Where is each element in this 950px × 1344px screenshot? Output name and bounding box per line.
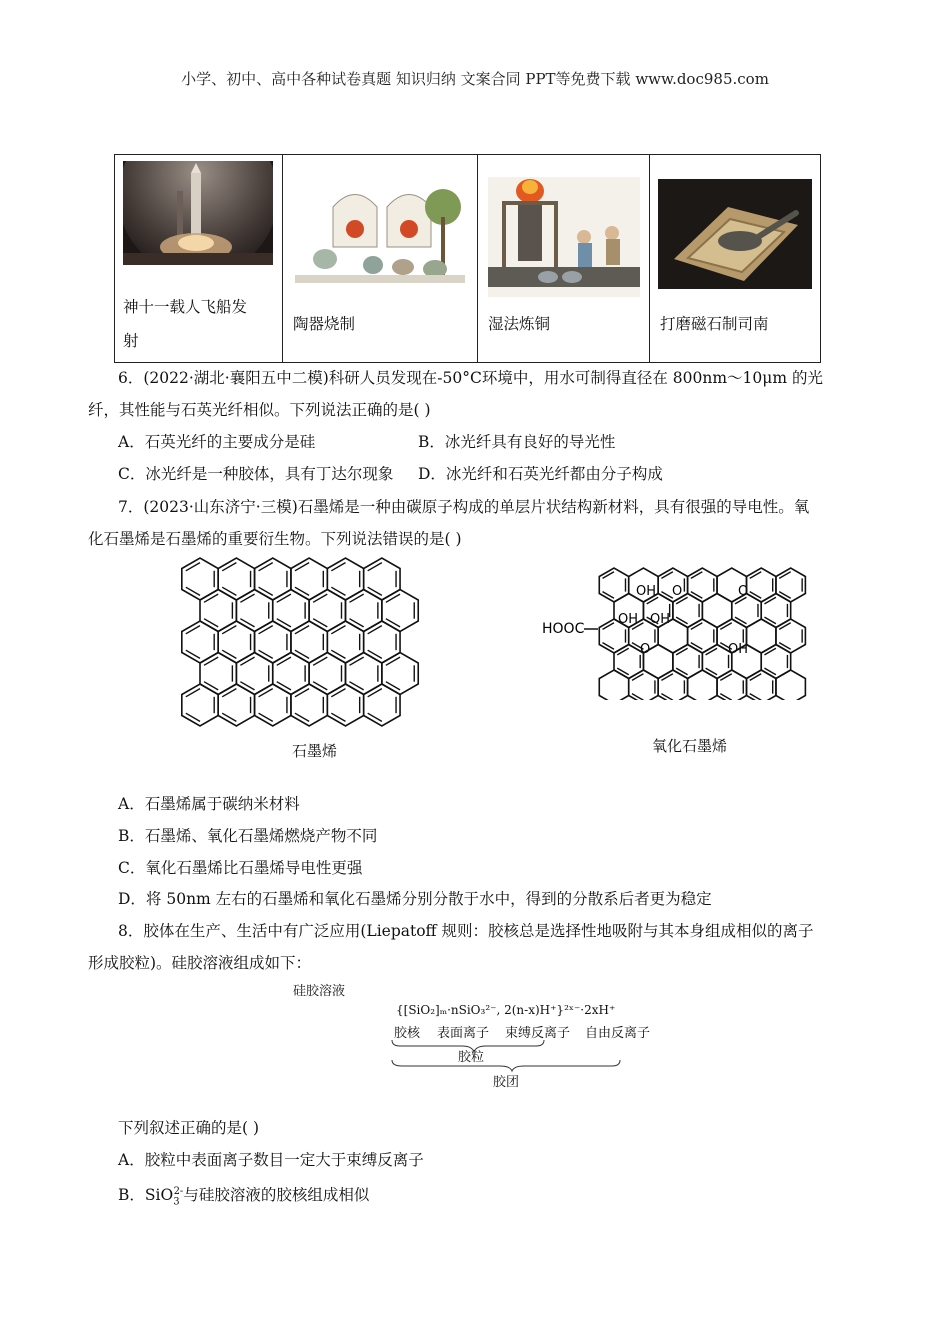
brace-colloid-particle: 胶粒 [458,1050,485,1065]
hexagon-ring [236,590,272,632]
double-bond [386,594,400,602]
hexagon-ring [309,653,345,695]
double-bond [277,619,291,627]
double-bond [295,650,309,658]
double-bond [259,587,273,595]
hexagon-ring [327,621,363,663]
hexagon-ring [327,558,363,600]
hexagon-ring [255,558,291,600]
brace-micelle: 胶团 [493,1075,520,1090]
hexagon-ring [255,621,291,663]
graphene-label: 石墨烯 [292,742,338,760]
colloid-title: 硅胶溶液 [293,984,346,999]
double-bond [259,563,273,571]
double-bond [240,594,254,602]
hexagon-ring [382,590,418,632]
caption-copper: 湿法炼铜 [488,315,551,333]
hexagon-ring [182,684,218,726]
hexagon-ring [255,684,291,726]
double-bond [313,619,327,627]
double-bond [259,626,273,634]
label-surface-ions: 表面离子 [437,1026,490,1041]
double-bond [368,587,382,595]
double-bond [277,657,291,665]
double-bond [313,594,327,602]
hexagon-ring [776,670,805,700]
double-bond [368,713,382,721]
hexagon-ring [364,621,400,663]
table-cell-rocket [115,155,283,363]
hexagon-ring [218,558,254,600]
hexagon-ring [345,653,381,695]
double-bond [186,563,200,571]
group-oh: OH [636,584,657,599]
double-bond [204,594,218,602]
double-bond [386,619,400,627]
double-bond [240,657,254,665]
double-bond [313,682,327,690]
double-bond [186,713,200,721]
double-bond [277,682,291,690]
hexagon-ring [327,684,363,726]
double-bond [277,594,291,602]
group-o: O [738,584,749,599]
double-bond [204,657,218,665]
q8-prompt: 下列叙述正确的是( ) [118,1119,260,1137]
double-bond [368,650,382,658]
q8-stem-line2: 形成胶粒)。硅胶溶液组成如下： [88,954,312,972]
double-bond [331,713,345,721]
double-bond [331,587,345,595]
double-bond [386,682,400,690]
colloid-formula: {[SiO₂]ₘ·nSiO₃²⁻, 2(n-x)H⁺}²ˣ⁻·2xH⁺ [396,1003,616,1017]
rocket-launch-image [123,161,273,265]
image-table [114,154,821,363]
double-bond [240,682,254,690]
double-bond [186,587,200,595]
double-bond [331,650,345,658]
double-bond [331,563,345,571]
double-bond [295,689,309,697]
q6-stem-line2: 纤，其性能与石英光纤相似。下列说法正确的是( ) [88,401,431,419]
group-oh: OH [650,612,671,627]
double-bond [295,626,309,634]
q8-option-b-superscript: 2- [173,1186,184,1197]
hexagon-ring [364,558,400,600]
q7-option-d: D．将 50nm 左右的石墨烯和氧化石墨烯分别分散于水中，得到的分散系后者更为稳定 [118,890,712,908]
group-oh: OH [618,612,639,627]
hexagon-ring [236,653,272,695]
caption-compass: 打磨磁石制司南 [660,315,769,333]
q7-stem-line1: 7．(2023·山东济宁·三模)石墨烯是一种由碳原子构成的单层片状结构新材料，具有很强的导电性。氧 [118,498,810,516]
group-o: O [640,642,651,657]
q8-option-b-suffix: 与硅胶溶液的胶核组成相似 [183,1186,370,1205]
hexagon-ring [345,590,381,632]
hexagon-ring [218,684,254,726]
graphene-oxide-label: 氧化石墨烯 [652,737,728,755]
double-bond [186,650,200,658]
double-bond [259,713,273,721]
q6-option-b: B．冰光纤具有良好的导光性 [418,433,616,451]
double-bond [368,563,382,571]
double-bond [295,587,309,595]
double-bond [386,657,400,665]
q7-option-a: A．石墨烯属于碳纳米材料 [118,795,300,813]
double-bond [204,682,218,690]
hexagon-ring [218,621,254,663]
double-bond [295,713,309,721]
hexagon-ring [291,558,327,600]
q8-option-b [118,1181,369,1213]
hexagon-ring [182,621,218,663]
hexagon-ring [200,590,236,632]
double-bond [204,619,218,627]
q7-stem-line2: 化石墨烯是石墨烯的重要衍生物。下列说法错误的是( ) [88,530,462,548]
caption-pottery: 陶器烧制 [293,315,356,333]
hexagon-ring [382,653,418,695]
double-bond [186,626,200,634]
label-core: 胶核 [394,1026,421,1041]
page-header: 小学、初中、高中各种试卷真题 知识归纳 文案合同 PPT等免费下载 www.doc985.com [181,70,769,88]
table-cell-copper [478,155,650,363]
q6-option-c: C．冰光纤是一种胶体，具有丁达尔现象 [118,465,394,483]
q8-option-b-subscript: 3 [173,1196,180,1208]
double-bond [222,713,236,721]
q6-option-a: A．石英光纤的主要成分是硅 [118,433,316,451]
hexagon-ring [291,684,327,726]
double-bond [349,619,363,627]
sinan-compass-image [658,179,812,289]
label-free-counterions: 自由反离子 [585,1026,651,1041]
hexagon-ring [364,684,400,726]
double-bond [331,626,345,634]
double-bond [222,650,236,658]
table-cell-compass [650,155,821,363]
hexagon-ring [688,670,717,700]
pottery-firing-image [295,177,465,297]
q7-option-c: C．氧化石墨烯比石墨烯导电性更强 [118,859,363,877]
q8-option-a: A．胶粒中表面离子数目一定大于束缚反离子 [118,1151,424,1169]
double-bond [349,657,363,665]
hexagon-ring [273,590,309,632]
double-bond [259,650,273,658]
double-bond [368,689,382,697]
hexagon-ring [291,621,327,663]
double-bond [240,619,254,627]
q8-option-b-prefix: B．SiO [118,1186,174,1205]
hexagon-ring [273,653,309,695]
graphene-oxide-structure [530,565,820,700]
q6-stem-line1: 6．(2022·湖北·襄阳五中二模)科研人员发现在-50°C环境中，用水可制得直径在 800nm～10μm 的光 [118,369,823,387]
label-bound-counterions: 束缚反离子 [505,1026,571,1041]
double-bond [259,689,273,697]
hexagon-ring [309,590,345,632]
double-bond [222,626,236,634]
group-oh: OH [728,642,749,657]
hexagon-ring [200,653,236,695]
caption-rocket-2: 射 [123,332,139,350]
group-o: O [672,584,683,599]
table-cell-pottery [283,155,478,363]
double-bond [222,587,236,595]
q7-option-b: B．石墨烯、氧化石墨烯燃烧产物不同 [118,827,378,845]
q6-option-d: D．冰光纤和石英光纤都由分子构成 [418,465,663,483]
hexagon-ring [599,670,628,700]
hooc-group: HOOC [542,621,585,637]
double-bond [349,594,363,602]
double-bond [222,563,236,571]
double-bond [186,689,200,697]
double-bond [368,626,382,634]
hexagon-ring [182,558,218,600]
wet-copper-image [488,177,640,297]
double-bond [331,689,345,697]
double-bond [295,563,309,571]
double-bond [222,689,236,697]
q8-stem-line1: 8．胶体在生产、生活中有广泛应用(Liepatoff 规则：胶核总是选择性地吸附与其本身组成相似的离子 [118,922,814,940]
double-bond [313,657,327,665]
graphene-structure [170,555,470,730]
double-bond [349,682,363,690]
caption-rocket-1: 神十一载人飞船发 [123,298,248,316]
